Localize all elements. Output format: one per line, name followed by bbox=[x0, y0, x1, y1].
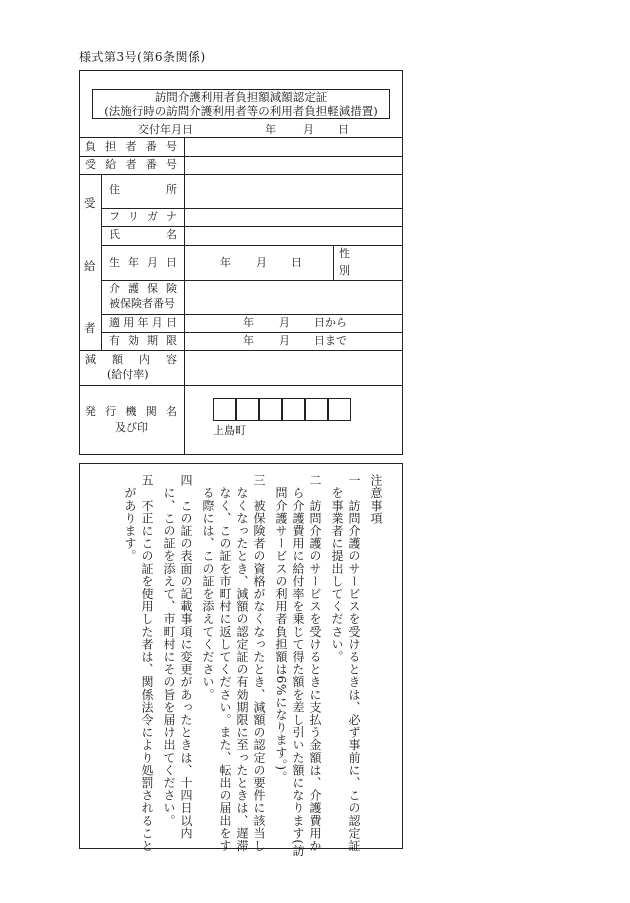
gender-label-top: 性 bbox=[339, 247, 350, 260]
address-label: 住 所 bbox=[109, 183, 177, 196]
apply-day-from: 日から bbox=[314, 316, 347, 329]
reduction-content-label: 減 額 内 容 bbox=[85, 353, 177, 366]
issuer-number-box[interactable] bbox=[282, 398, 305, 421]
issuer-label: 発 行 機 関 名 bbox=[85, 405, 177, 418]
apply-year: 年 bbox=[243, 316, 254, 329]
issue-date-label: 交付年月日 bbox=[138, 123, 193, 136]
note-column: なくなったとき、減額の認定証の有効期限に至ったときは、遅滞 bbox=[235, 474, 249, 852]
issuer-number-box[interactable] bbox=[305, 398, 328, 421]
recipient-group-label-2: 給 bbox=[84, 259, 96, 273]
valid-period-label: 有 効 期 限 bbox=[109, 334, 177, 347]
recipient-number-label: 受 給 者 番 号 bbox=[85, 158, 177, 171]
note-column: 問介護サービスの利用者負担額は6%になります。)。 bbox=[274, 474, 288, 784]
issuer-number-box[interactable] bbox=[259, 398, 282, 421]
valid-day-until: 日まで bbox=[314, 334, 347, 347]
birth-month: 月 bbox=[256, 256, 267, 269]
note-column: を事業者に提出してください。 bbox=[330, 474, 344, 663]
note-column: る際には、この証を添えてください。 bbox=[201, 474, 215, 701]
furigana-label: フ リ ガ ナ bbox=[109, 210, 177, 223]
note-column: なく、この証を市町村に返してください。また、転出の届出をす bbox=[218, 474, 232, 852]
note-column: 四 この証の表面の記載事項に変更があったときは、十四日以内 bbox=[179, 474, 193, 840]
certificate-card bbox=[79, 70, 403, 455]
form-number: 様式第3号(第6条関係) bbox=[79, 50, 206, 64]
issue-month: 月 bbox=[303, 123, 314, 136]
issue-year: 年 bbox=[265, 123, 276, 136]
gender-label-bottom: 別 bbox=[339, 264, 350, 277]
certificate-title: 訪問介護利用者負担額減額認定証 bbox=[154, 90, 328, 104]
benefit-rate-label: (給付率) bbox=[107, 368, 149, 381]
insured-label-top: 介 護 保 険 bbox=[109, 282, 177, 295]
certificate-subtitle: (法施行時の訪問介護利用者等の利用者負担軽減措置) bbox=[104, 104, 378, 118]
issue-day: 日 bbox=[338, 123, 349, 136]
note-column: 二 訪問介護のサービスを受けるときに支払う金額は、介護費用か bbox=[308, 474, 322, 852]
note-column: に、この証を添えて、市町村にその旨を届け出てください。 bbox=[162, 474, 176, 827]
insured-label-bottom: 被保険者番号 bbox=[109, 297, 175, 310]
name-label: 氏 名 bbox=[109, 228, 177, 241]
apply-date-label: 適 用 年 月 日 bbox=[109, 316, 177, 329]
recipient-group-label-1: 受 bbox=[84, 196, 96, 210]
birth-day: 日 bbox=[291, 256, 302, 269]
note-column: 五 不正にこの証を使用した者は、関係法令により処罰されること bbox=[140, 474, 154, 852]
valid-month: 月 bbox=[279, 334, 290, 347]
note-column: があります。 bbox=[123, 474, 137, 563]
recipient-group-label-3: 者 bbox=[84, 321, 96, 335]
issuer-number-box[interactable] bbox=[236, 398, 259, 421]
issuer-number-box[interactable] bbox=[328, 398, 351, 421]
issuer-name: 上島町 bbox=[213, 424, 246, 437]
note-column: 三 被保険者の資格がなくなったとき、減額の認定の要件に該当し bbox=[252, 474, 266, 852]
note-column: ら介護費用に給付率を乗じて得た額を差し引いた額になります(訪 bbox=[291, 474, 305, 858]
birth-year: 年 bbox=[220, 256, 231, 269]
burden-number-label: 負 担 者 番 号 bbox=[85, 140, 177, 153]
birthdate-label: 生 年 月 日 bbox=[109, 256, 177, 269]
issuer-number-box[interactable] bbox=[213, 398, 236, 421]
note-column: 一 訪問介護のサービスを受けるときは、必ず事前に、この認定証 bbox=[347, 474, 361, 852]
notes-heading: 注意事項 bbox=[369, 474, 383, 525]
issuer-seal-label: 及び印 bbox=[115, 421, 148, 434]
title-box bbox=[92, 89, 390, 119]
notes-panel bbox=[79, 463, 403, 858]
valid-year: 年 bbox=[243, 334, 254, 347]
apply-month: 月 bbox=[279, 316, 290, 329]
